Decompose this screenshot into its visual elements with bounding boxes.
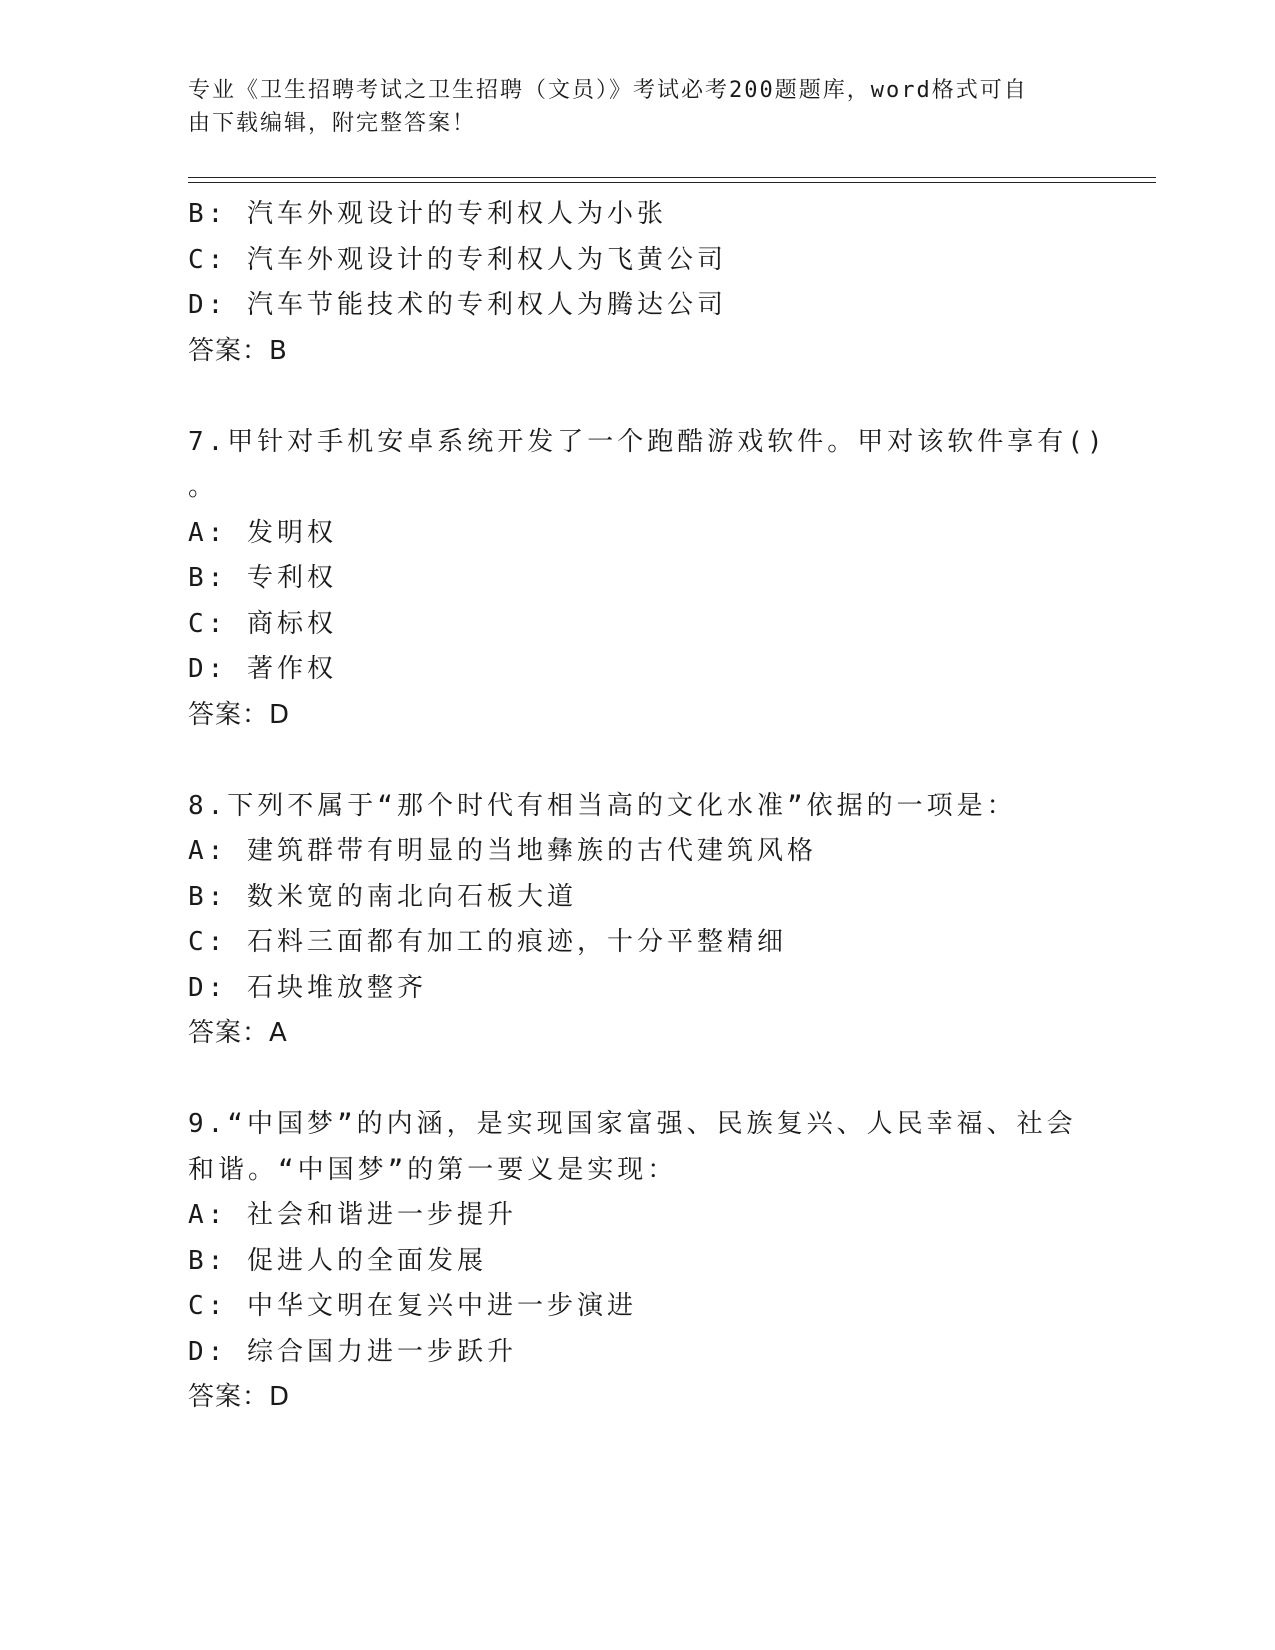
header-divider-top bbox=[188, 177, 1156, 178]
answer: 答案：D bbox=[188, 1382, 291, 1412]
option-a: A: 建筑群带有明显的当地彝族的古代建筑风格 bbox=[188, 836, 817, 866]
header-divider-bottom bbox=[188, 182, 1156, 183]
option-d: D: 著作权 bbox=[188, 654, 337, 684]
header-line-2: 由下载编辑，附完整答案！ bbox=[188, 111, 477, 136]
option-c: C: 汽车外观设计的专利权人为飞黄公司 bbox=[188, 244, 727, 275]
question-6 bbox=[188, 192, 1068, 374]
question-stem-line-1: 8.下列不属于“那个时代有相当高的文化水准”依据的一项是： bbox=[188, 790, 1017, 821]
question-stem-line-1: 7.甲针对手机安卓系统开发了一个跑酷游戏软件。甲对该软件享有() bbox=[188, 426, 1107, 457]
option-b: B: 专利权 bbox=[188, 563, 337, 593]
spacer bbox=[188, 1057, 1068, 1103]
question-stem-line-2: 和谐。“中国梦”的第一要义是实现： bbox=[188, 1154, 678, 1185]
option-d: D: 汽车节能技术的专利权人为腾达公司 bbox=[188, 290, 727, 320]
option-b: B: 汽车外观设计的专利权人为小张 bbox=[188, 199, 667, 229]
option-a: A: 社会和谐进一步提升 bbox=[188, 1200, 517, 1230]
answer: 答案：A bbox=[188, 1018, 288, 1048]
spacer bbox=[188, 738, 1068, 784]
question-7 bbox=[188, 420, 1107, 739]
option-a: A: 发明权 bbox=[188, 517, 337, 548]
option-b: B: 促进人的全面发展 bbox=[188, 1245, 487, 1276]
spacer bbox=[188, 374, 1068, 420]
option-c: C: 石料三面都有加工的痕迹，十分平整精细 bbox=[188, 927, 787, 957]
answer: 答案：B bbox=[188, 335, 288, 366]
option-c: C: 商标权 bbox=[188, 608, 337, 639]
option-d: D: 综合国力进一步跃升 bbox=[188, 1336, 517, 1367]
answer: 答案：D bbox=[188, 699, 291, 730]
option-c: C: 中华文明在复兴中进一步演进 bbox=[188, 1291, 637, 1321]
question-stem-line-1: 9.“中国梦”的内涵，是实现国家富强、民族复兴、人民幸福、社会 bbox=[188, 1109, 1077, 1139]
question-stem-line-2: 。 bbox=[188, 472, 219, 502]
question-9 bbox=[188, 1102, 1077, 1421]
document-header bbox=[188, 74, 1068, 140]
option-d: D: 石块堆放整齐 bbox=[188, 972, 427, 1003]
document-body bbox=[188, 192, 1107, 1421]
question-8 bbox=[188, 784, 1068, 1057]
option-b: B: 数米宽的南北向石板大道 bbox=[188, 881, 577, 912]
header-line-1: 专业《卫生招聘考试之卫生招聘（文员）》考试必考200题题库，word格式可自 bbox=[188, 78, 1028, 103]
